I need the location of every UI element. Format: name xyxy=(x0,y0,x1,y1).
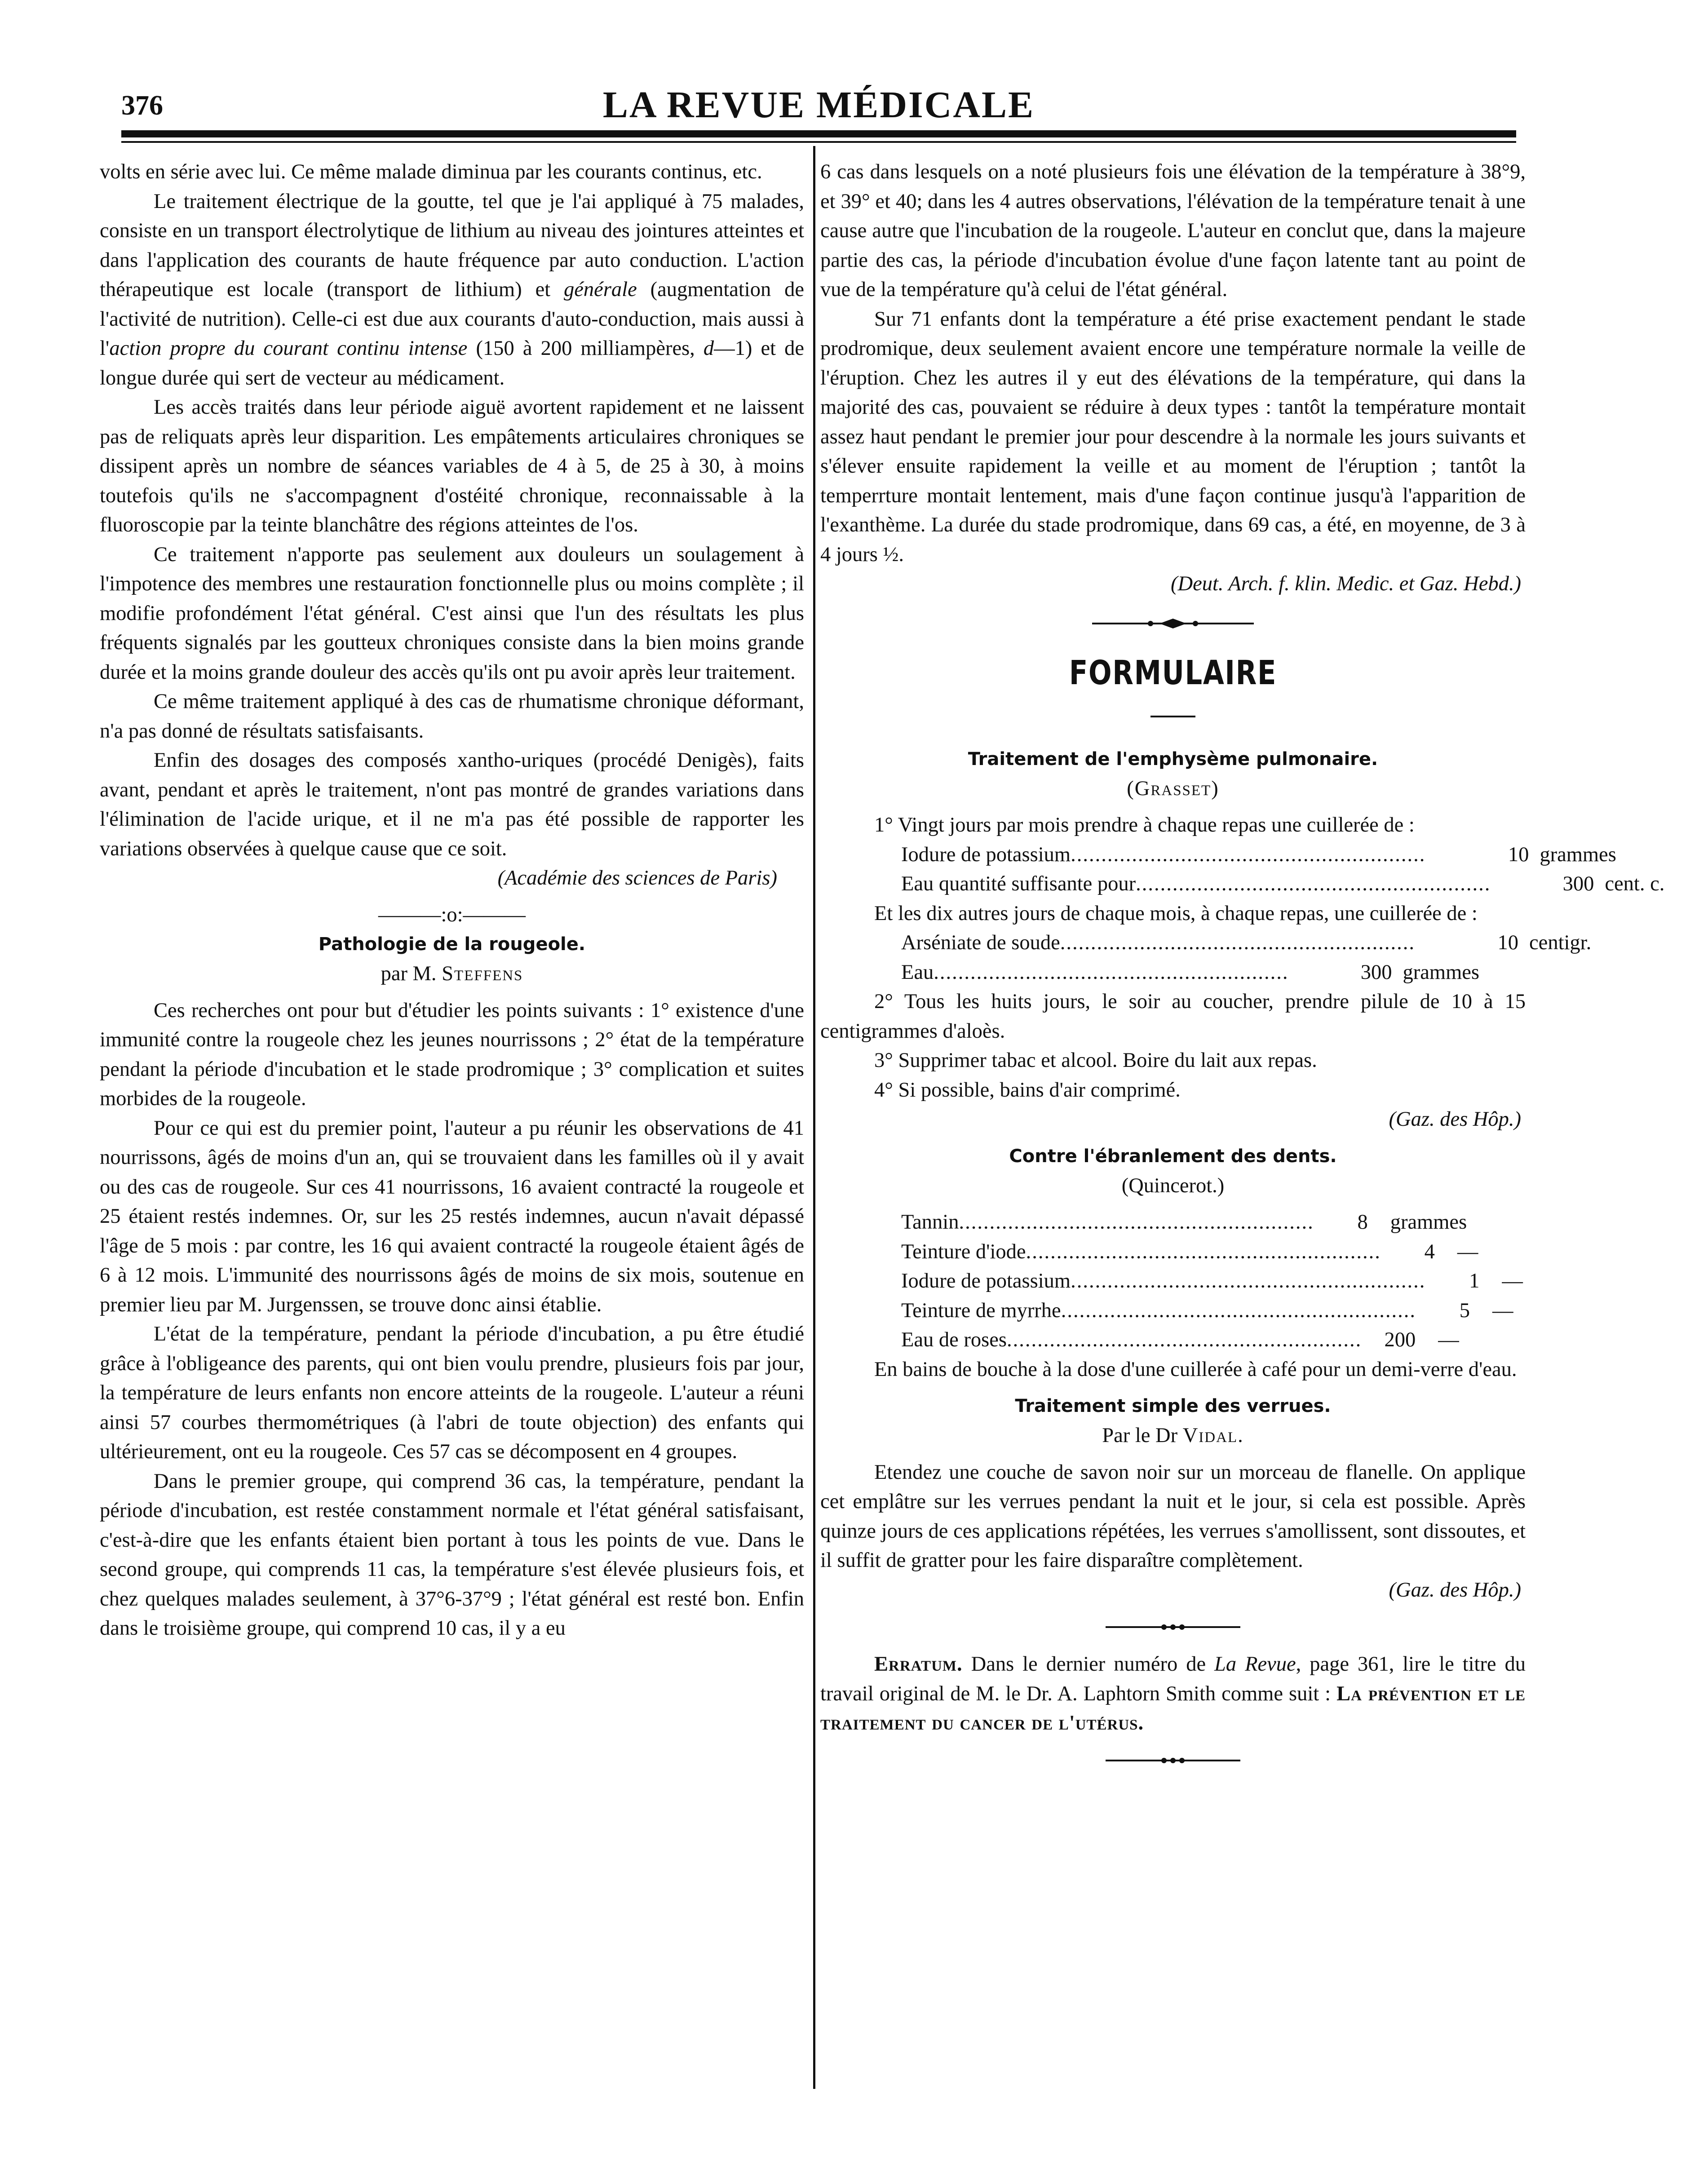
paragraph: 3° Supprimer tabac et alcool. Boire du lait aux repas. xyxy=(874,1049,1317,1072)
erratum-title: La prévention et le traitement du cancer de l'utérus. xyxy=(820,1682,1526,1734)
paragraph: En bains de bouche à la dose d'une cuillerée à café pour un demi-verre d'eau. xyxy=(874,1358,1517,1381)
ingredient-row xyxy=(901,1208,1467,1237)
ingredient-row xyxy=(901,1266,1523,1296)
ingredient-name: Iodure de potassium xyxy=(901,1270,1071,1292)
ingredient-row xyxy=(901,869,1665,899)
citation: (Deut. Arch. f. klin. Medic. et Gaz. Hebd.) xyxy=(1171,572,1521,595)
ingredient-row xyxy=(901,840,1616,870)
left-column xyxy=(100,157,804,1643)
page-number: 376 xyxy=(121,90,163,121)
paragraph: 1° Vingt jours par mois prendre à chaque repas une cuillerée de : xyxy=(874,814,1415,836)
leader-dots: .......................................................... xyxy=(1007,1328,1362,1351)
paragraph: 6 cas dans lesquels on a noté plusieurs fois une élévation de la température à 38°9, et 39° et 40; dans les 4 autres observations, l'élévation de la température tenait à une cause autre que l'incubation de la rougeole. L'auteur en conclut que, dans la majeure partie des cas, la période d'incubation évolue d'une façon latente tant au point de vue de la température qu'à celui de l'état général. xyxy=(820,160,1526,301)
paragraph: L'état de la température, pendant la période d'incubation, a pu être étudié grâce à l'obligeance des parents, qui ont bien voulu prendre, plusieurs fois par jour, la température de leurs enfants non encore atteints de la rougeole. L'auteur a réuni ainsi 57 courbes thermométriques (à l'abri de toute objection) des enfants qui ultérieurement, ont eu la rougeole. Ces 57 cas se décomposent en 4 groupes. xyxy=(100,1323,804,1463)
byline-prefix: Par le Dr xyxy=(1102,1424,1183,1447)
leader-dots: .......................................................... xyxy=(1060,931,1416,954)
journal-title: LA REVUE MÉDICALE xyxy=(602,84,1035,126)
ingredient-unit: grammes xyxy=(1390,1211,1467,1234)
leader-dots: .......................................................... xyxy=(934,960,1289,984)
byline-prefix: par M. xyxy=(381,962,442,985)
paragraph: Etendez une couche de savon noir sur un morceau de flanelle. On applique cet emplâtre sur les verrues pendant la nuit et le jour, si cela est possible. Après quinze jours de ces applications répétées, les verrues s'amollissent, sont dissoutes, et il suffit de gratter pour les faire disparaître complètement. xyxy=(820,1460,1526,1572)
ingredient-unit: — xyxy=(1502,1270,1523,1292)
citation: (Gaz. des Hôp.) xyxy=(1389,1578,1521,1601)
article-byline xyxy=(100,959,804,989)
ingredient-amount: 8 xyxy=(1357,1211,1368,1234)
erratum xyxy=(820,1650,1526,1738)
paragraph: Sur 71 enfants dont la température a été prise exactement pendant le stade prodromique, deux seulement avaient encore une température normale la veille de l'éruption. Chez les autres il y eut des élévations de la température, qui dans la majorité des cas, pouvaient se réduire à deux types : tantôt la température montait assez haut pendant le premier jour pour descendre à la normale les jours suivants et s'élever ensuite rapidement la veille et au moment de l'éruption ; tantôt la temperrture montait lentement, mais d'une façon continue jusqu'à l'apparition de l'exanthème. La durée du stade prodromique, dans 69 cas, a été, en moyenne, de 3 à 4 jours ½. xyxy=(820,307,1526,566)
paragraph: Enfin des dosages des composés xantho-uriques (procédé Denigès), faits avant, pendant et après le traitement, n'ont pas montré de grandes variations dans l'élimination de l'acide urique, et il ne m'a pas été possible de rapporter les variations observées à quelque cause que ce soit. xyxy=(100,749,804,860)
page-header xyxy=(121,81,1516,130)
ingredient-amount: 5 xyxy=(1459,1299,1470,1322)
column-divider xyxy=(813,146,815,2089)
text-run: , page 361, lire le titre du travail original de M. le Dr. A. Laphtorn Smith comme suit : xyxy=(820,1653,1526,1705)
recipe-title: Traitement simple des verrues. xyxy=(1015,1396,1331,1416)
ingredient-unit: grammes xyxy=(1540,843,1616,866)
paragraph: Ce traitement n'apporte pas seulement aux douleurs un soulagement à l'impotence des membres une restauration fonctionnelle plus ou moins complète ; il modifie profondément l'état général. C'est ainsi que l'un des résultats les plus fréquents signalés par les goutteux chroniques consiste dans la bien moins grande durée et la moins grande douleur des accès qu'ils ont pu avoir après leur traitement. xyxy=(100,543,804,684)
ingredient-unit: — xyxy=(1457,1240,1478,1263)
recipe-byline xyxy=(820,1421,1526,1451)
text-run-italic: La Revue xyxy=(1214,1653,1296,1676)
ingredient-amount: 300 xyxy=(1562,872,1594,895)
right-column xyxy=(820,157,1665,1765)
author-name: Steffens xyxy=(442,962,523,985)
paragraph: 4° Si possible, bains d'air comprimé. xyxy=(874,1078,1181,1101)
leader-dots: .......................................................... xyxy=(1061,1299,1416,1322)
leader-dots: .......................................................... xyxy=(1026,1240,1381,1263)
author-name: Vidal. xyxy=(1182,1424,1244,1447)
ingredient-row xyxy=(901,1325,1459,1355)
article-title: Pathologie de la rougeole. xyxy=(318,934,586,955)
ingredient-amount: 200 xyxy=(1384,1328,1416,1351)
citation: (Gaz. des Hôp.) xyxy=(1389,1108,1521,1131)
ingredient-amount: 1 xyxy=(1469,1270,1480,1292)
header-rule-thin xyxy=(121,141,1516,143)
ingredient-list xyxy=(901,928,1592,987)
ingredient-amount: 10 xyxy=(1508,843,1529,866)
ingredient-unit: — xyxy=(1438,1328,1459,1351)
leader-dots: .......................................................... xyxy=(959,1211,1314,1234)
ingredient-row xyxy=(901,1237,1478,1267)
citation: (Académie des sciences de Paris) xyxy=(497,867,777,889)
erratum-label: Erratum. xyxy=(874,1653,963,1676)
text-run: Dans le dernier numéro de xyxy=(962,1653,1215,1676)
text-run: (150 à 200 milliampères, xyxy=(467,337,704,360)
ingredient-name: Iodure de potassium xyxy=(901,843,1071,866)
text-run: (augmentation de l'activité de nutrition). Celle-ci est due aux courants d'auto-conduction, mais aussi à l' xyxy=(100,278,804,360)
ornament-divider-small xyxy=(1106,1623,1240,1632)
text-run: Le traitement électrique de la goutte, tel que je l'ai appliqué à 75 malades, consiste en un transport électrolytique de lithium au niveau des jointures atteintes et dans l'application des courants de haute fréquence par auto conduction. L'action thérapeutique est locale (transport de lithium) et xyxy=(100,190,804,301)
ornament-divider-small xyxy=(1106,1756,1240,1765)
paragraph: Les accès traités dans leur période aiguë avortent rapidement et ne laissent pas de reliquats après leur disparition. Les empâtements articulaires chroniques se dissipent après un nombre de séances variables de 4 à 5, de 25 à 30, à moins toutefois qu'ils ne s'accompagnent d'ostéité chronique, reconnaissable à la fluoroscopie par la teinte blanchâtre des régions atteintes de l'os. xyxy=(100,396,804,536)
ingredient-unit: grammes xyxy=(1403,960,1479,984)
recipe-title: Contre l'ébranlement des dents. xyxy=(1009,1146,1337,1167)
ingredient-row xyxy=(901,928,1592,958)
ingredient-list xyxy=(901,840,1665,899)
ingredient-name: Teinture d'iode xyxy=(901,1240,1026,1263)
ingredient-unit: centigr. xyxy=(1529,931,1592,954)
recipe-author: (Quincerot.) xyxy=(1121,1174,1225,1197)
text-run-italic: générale xyxy=(564,278,637,301)
text-run-italic: d xyxy=(703,337,714,360)
heading-rule xyxy=(1150,716,1195,717)
ingredient-amount: 10 xyxy=(1497,931,1519,954)
ingredient-list xyxy=(901,1208,1523,1355)
paragraph: volts en série avec lui. Ce même malade diminua par les courants continus, etc. xyxy=(100,160,762,183)
recipe-title: Traitement de l'emphysème pulmonaire. xyxy=(968,748,1378,770)
ingredient-name: Tannin xyxy=(901,1211,959,1234)
ingredient-row xyxy=(901,958,1479,987)
paragraph-goutte xyxy=(100,187,804,393)
section-separator: ———:o:——— xyxy=(378,903,526,926)
ingredient-name: Eau xyxy=(901,960,934,984)
leader-dots: .......................................................... xyxy=(1136,872,1491,895)
paragraph: Ces recherches ont pour but d'étudier les points suivants : 1° existence d'une immunité contre la rougeole chez les jeunes nourrissons ; 2° état de la température pendant la période d'incubation et le stade prodromique ; 3° complication et suites morbides de la rougeole. xyxy=(100,999,804,1110)
ingredient-name: Eau de roses xyxy=(901,1328,1007,1351)
recipe-author: (Grasset) xyxy=(1127,777,1219,800)
paragraph: Dans le premier groupe, qui comprend 36 cas, la température, pendant la période d'incubation, est restée constamment normale et l'état général satisfaisant, c'est-à-dire que les enfants étaient bien portant à tous les points de vue. Dans le second groupe, qui comprends 11 cas, la température s'est élevée plusieurs fois, et chez quelques malades seulement, à 37°6-37°9 ; l'état général est resté bon. Enfin dans le troisième groupe, qui comprend 10 cas, il y a eu xyxy=(100,1469,804,1640)
paragraph: Et les dix autres jours de chaque mois, à chaque repas, une cuillerée de : xyxy=(874,902,1478,925)
ingredient-unit: — xyxy=(1492,1299,1513,1322)
ingredient-amount: 300 xyxy=(1360,960,1392,984)
ingredient-name: Eau quantité suffisante pour xyxy=(901,872,1136,895)
ingredient-name: Arséniate de soude xyxy=(901,931,1060,954)
text-run: —1) et de longue durée qui sert de vecteur au médicament. xyxy=(100,337,805,389)
formulaire-heading: FORMULAIRE xyxy=(1069,653,1277,692)
paragraph: Pour ce qui est du premier point, l'auteur a pu réunir les observations de 41 nourrissons, âgés de moins d'un an, qui se trouvaient dans les familles où il y avait ou des cas de rougeole. Sur ces 41 nourrissons, 16 avaient contracté la rougeole et 25 étaient restés indemnes. Or, sur les 25 restés indemnes, aucun n'avait dépassé l'âge de 5 mois : par contre, les 16 qui avaient contracté la rougeole étaient âgés de 6 à 12 mois. L'immunité des nourrissons âgés de moins de six mois, soutenue en premier lieu par M. Jurgenssen, se trouve donc ainsi établie. xyxy=(100,1116,804,1316)
ornament-divider xyxy=(1092,617,1254,630)
leader-dots: .......................................................... xyxy=(1071,1270,1426,1292)
ingredient-row xyxy=(901,1296,1513,1326)
paragraph: 2° Tous les huits jours, le soir au coucher, prendre pilule de 10 à 15 centigrammes d'aloès. xyxy=(820,990,1526,1043)
paragraph: Ce même traitement appliqué à des cas de rhumatisme chronique déformant, n'a pas donné de résultats satisfaisants. xyxy=(100,690,804,743)
text-run-italic: action propre du courant continu intense xyxy=(109,337,468,360)
ingredient-amount: 4 xyxy=(1424,1240,1435,1263)
ingredient-unit: cent. c. xyxy=(1605,872,1665,895)
header-rule-thick xyxy=(121,130,1516,137)
ingredient-name: Teinture de myrrhe xyxy=(901,1299,1061,1322)
leader-dots: .......................................................... xyxy=(1071,843,1426,866)
